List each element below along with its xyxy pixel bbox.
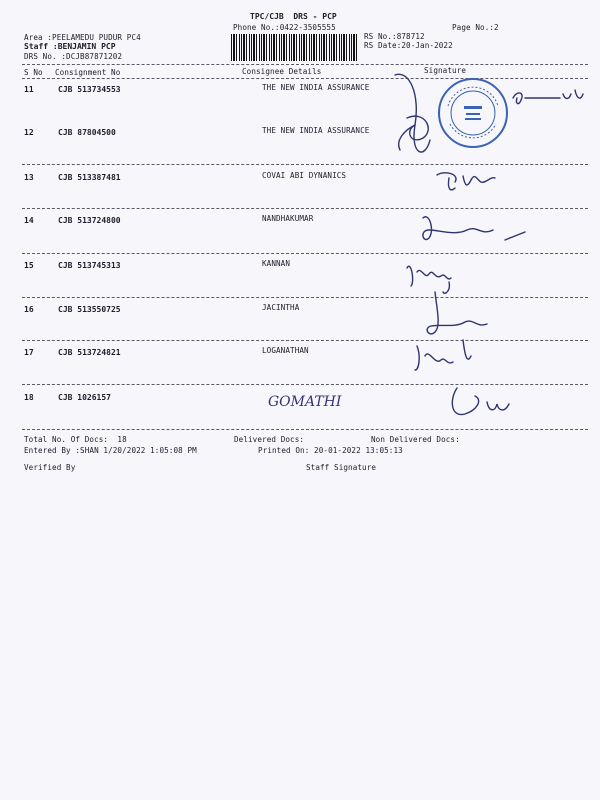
staff-label: Staff :BENJAMIN PCP xyxy=(24,42,116,51)
row-consignee: THE NEW INDIA ASSURANCE xyxy=(262,83,370,92)
col-consignee: Consignee Details xyxy=(242,67,322,76)
handwritten-name: GOMATHI xyxy=(268,394,342,410)
row-consignment: CJB 1026157 xyxy=(58,393,111,402)
page-number: Page No.:2 xyxy=(452,23,499,32)
printed-on: Printed On: 20-01-2022 13:05:13 xyxy=(258,446,403,455)
phone-number: Phone No.:0422-3505555 xyxy=(233,23,336,32)
row-sno: 11 xyxy=(24,85,34,94)
row-consignment: CJB 87804500 xyxy=(58,128,116,137)
rs-number: RS No.:878712 xyxy=(364,32,425,41)
staff-signature-label: Staff Signature xyxy=(306,463,377,472)
row-consignee: KANNAN xyxy=(262,259,291,268)
row-consignment: CJB 513724800 xyxy=(58,216,121,225)
total-docs: Total No. Of Docs: 18 xyxy=(24,435,127,444)
row-sno: 14 xyxy=(24,216,34,225)
row-sno: 17 xyxy=(24,348,34,357)
barcode xyxy=(231,34,359,61)
row-sno: 12 xyxy=(24,128,34,137)
col-consignment: Consignment No xyxy=(55,68,121,77)
non-delivered-docs: Non Delivered Docs: xyxy=(371,435,460,444)
row-consignment: CJB 513724821 xyxy=(58,348,121,357)
row-consignment: CJB 513745313 xyxy=(58,261,121,270)
company-seal xyxy=(436,76,510,150)
row-consignment: CJB 513734553 xyxy=(58,85,121,94)
verified-by: Verified By xyxy=(24,463,76,472)
row-consignment: CJB 513387481 xyxy=(58,173,121,182)
row-consignee: NANDHAKUMAR xyxy=(262,214,314,223)
delivered-docs: Delivered Docs: xyxy=(234,435,305,444)
area-label: Area :PEELAMEDU PUDUR PC4 xyxy=(24,33,141,42)
row-sno: 16 xyxy=(24,305,34,314)
drs-number: DRS No. :DCJB87871202 xyxy=(24,52,123,61)
col-sno: S No xyxy=(24,68,43,77)
row-sno: 13 xyxy=(24,173,34,182)
row-consignment: CJB 513550725 xyxy=(58,305,121,314)
document-title: TPC/CJB DRS - PCP xyxy=(250,12,337,21)
row-consignee: THE NEW INDIA ASSURANCE xyxy=(262,126,370,135)
row-consignee: JACINTHA xyxy=(262,303,300,312)
row-consignee: LOGANATHAN xyxy=(262,346,309,355)
row-sno: 15 xyxy=(24,261,34,270)
entered-by: Entered By :SHAN 1/20/2022 1:05:08 PM xyxy=(24,446,197,455)
col-signature: Signature xyxy=(424,66,467,75)
divider xyxy=(22,64,588,65)
row-sno: 18 xyxy=(24,393,34,402)
row-consignee: COVAI ABI DYNANICS xyxy=(262,171,347,180)
rs-date: RS Date:20-Jan-2022 xyxy=(364,41,453,50)
